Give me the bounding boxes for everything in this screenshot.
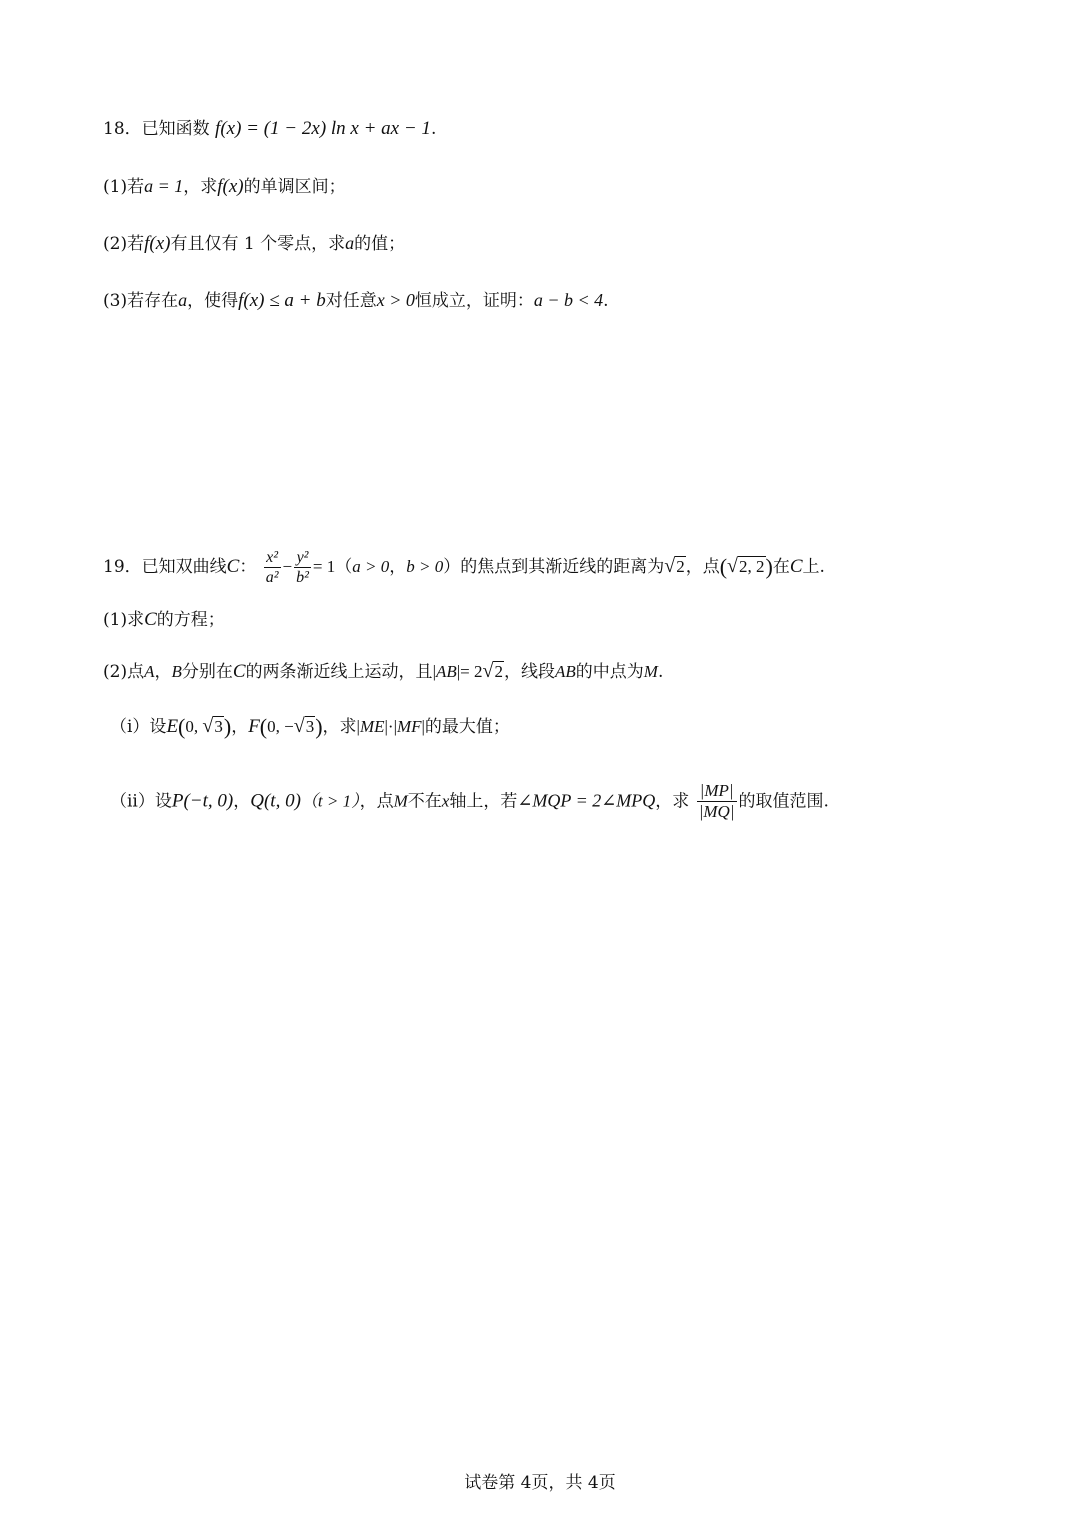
hyperbola-fraction-y: $\frac{\text{y²}}{\text{b²}}$	[296, 549, 309, 587]
q19-part2: (2)点A，B分别在C的两条渐近线上运动，且|AB|= 2√2，线段AB的中点为M.	[103, 660, 664, 682]
q18-part3: (3)若存在a，使得f(x) ≤ a + b对任意x > 0恒成立，证明：a − b < 4.	[103, 290, 609, 311]
q19-part2-ii: （ii）设P(−t, 0)，Q(t, 0)（t > 1），点M不在x轴上，若∠MQP = 2∠MPQ，求 $\frac{|MP|}{|MQ|}$ 的取值范围.	[110, 781, 829, 822]
sqrt-distance: √2	[664, 555, 685, 578]
q19-part1: (1)求C的方程；	[103, 609, 225, 630]
q18-part2: (2)若f(x)有且仅有 1 个零点，求a的值；	[103, 233, 406, 254]
q18-stem: 18．已知函数 f(x) = (1 − 2x) ln x + ax − 1.	[103, 118, 437, 139]
page-footer: 试卷第 4页，共 4页	[464, 1473, 616, 1493]
hyperbola-fraction-x: $\frac{\text{x²}}{\text{a²}}$	[265, 549, 279, 587]
ratio-fraction: $\frac{|MP|}{|MQ|}$	[698, 781, 735, 822]
q19-number: 19．	[103, 557, 142, 578]
q18-part1: (1)若a = 1，求f(x)的单调区间；	[103, 176, 346, 197]
q18-number: 18．	[103, 119, 142, 139]
q18-function-formula: f(x) = (1 − 2x) ln x + ax − 1	[215, 118, 431, 139]
q18-stem-text: 已知函数	[141, 119, 210, 139]
q19-part2-i: （i）设E(0, √3)，F(0, −√3)，求|ME|·|MF|的最大值；	[110, 714, 510, 739]
q19-stem: 19．已知双曲线C： $\frac{\text{x²}}{\text{a²}}$ − $\frac{\text{y²}}{\text{b²}}$ = 1（a > 0，b > 0）的焦点到其渐近线的距离为√2，点(√2, 2)在C上.	[103, 549, 825, 587]
